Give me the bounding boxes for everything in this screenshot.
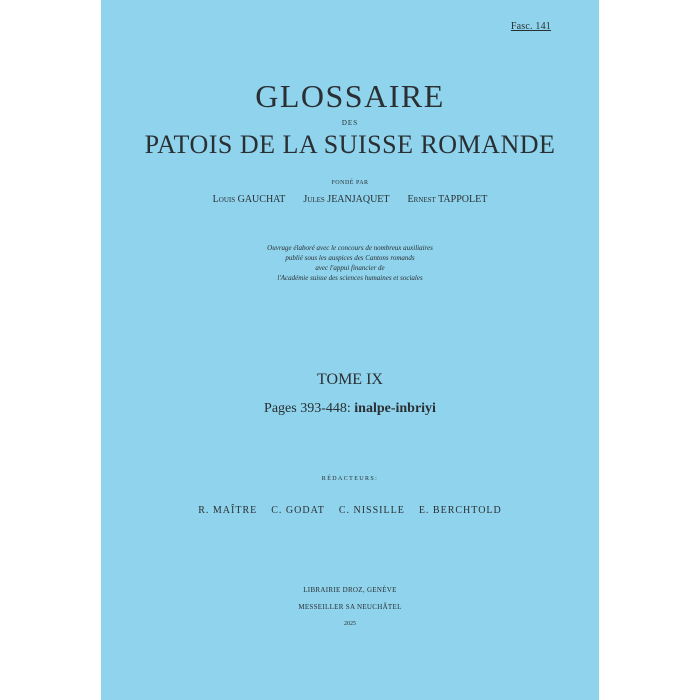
description-line: avec l'appui financier de: [315, 264, 385, 272]
editors-list: [101, 505, 599, 516]
founders-list: [101, 194, 599, 205]
work-description: [101, 243, 599, 283]
description-line: publié sous les auspices des Cantons romands: [285, 254, 415, 262]
description-line: Ouvrage élaboré avec le concours de nombreux auxiliaires: [267, 244, 433, 252]
editor-name: C. GODAT: [271, 505, 325, 516]
publisher-block: [101, 582, 599, 616]
title-patois: PATOIS DE LA SUISSE ROMANDE: [144, 130, 556, 159]
pages-info: [101, 401, 599, 417]
pages-prefix: Pages 393-448:: [264, 401, 351, 416]
founder-name: Louis GAUCHAT: [212, 194, 286, 205]
founder-name: Jules JEANJAQUET: [303, 194, 390, 205]
description-line: l'Académie suisse des sciences humaines et sociales: [277, 274, 423, 282]
title-glossaire: GLOSSAIRE: [255, 78, 445, 114]
title-des: DES: [341, 119, 359, 127]
publication-year: 2025: [344, 621, 356, 627]
fascicle-number: Fasc. 141: [510, 21, 551, 32]
founder-name: Ernest TAPPOLET: [407, 194, 488, 205]
editor-name: E. BERCHTOLD: [418, 505, 502, 516]
editor-name: C. NISSILLE: [338, 505, 405, 516]
editors-label: RÉDACTEURS:: [321, 476, 379, 482]
tome-number: TOME IX: [317, 371, 383, 388]
founded-by-label: FONDÉ PAR: [331, 180, 369, 186]
book-cover: [101, 0, 599, 700]
editor-name: R. MAÎTRE: [198, 505, 258, 516]
publisher-line: LIBRAIRIE DROZ, GENÈVE: [303, 586, 397, 594]
publisher-line: MESSEILLER SA NEUCHÂTEL: [298, 603, 402, 611]
pages-range: inalpe-inbriyi: [354, 401, 436, 416]
